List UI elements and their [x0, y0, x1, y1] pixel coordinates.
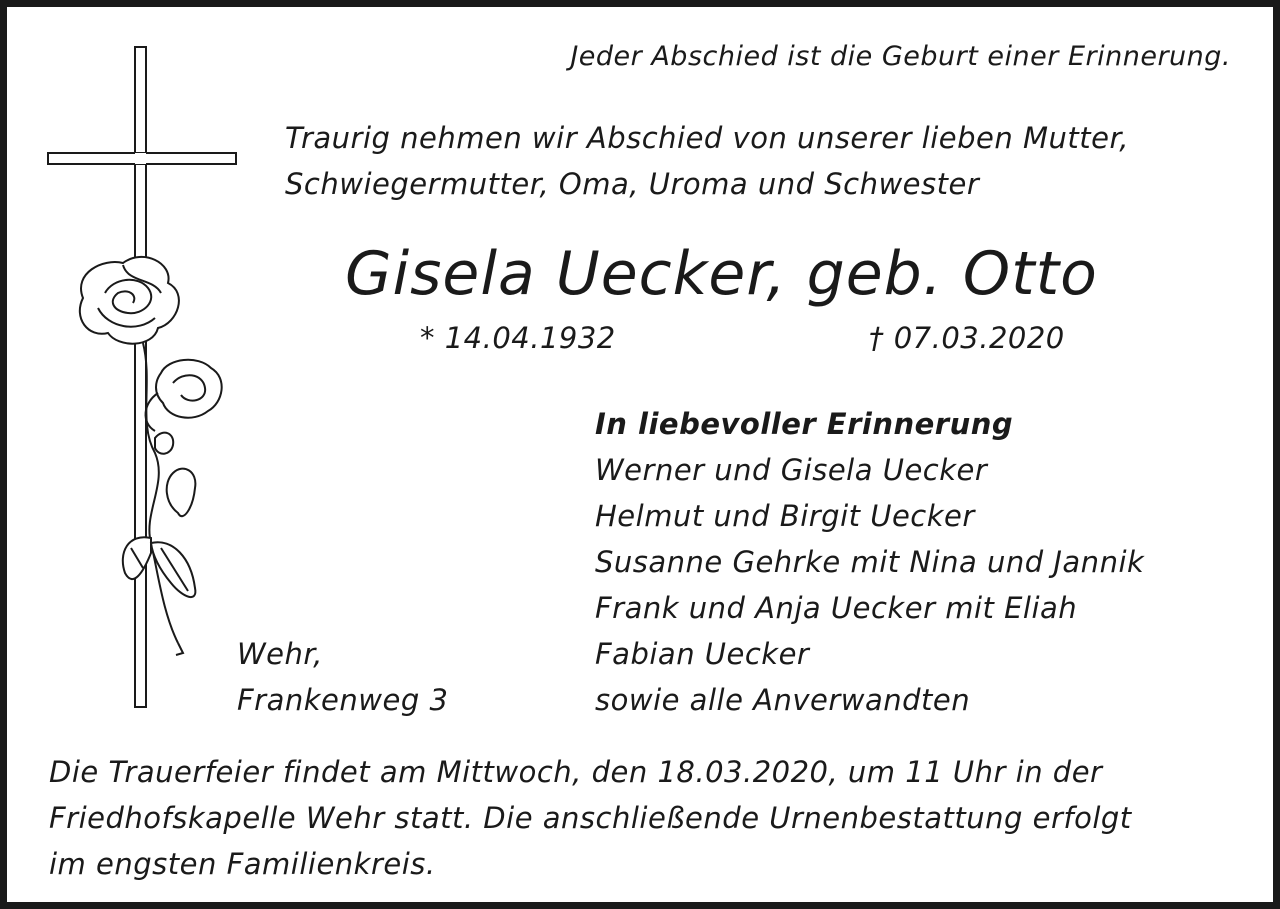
mourners-heading: In liebevoller Erinnerung	[595, 407, 1014, 441]
notice-line: Die Trauerfeier findet am Mittwoch, den 18.03.2020, um 11 Uhr in der	[49, 755, 1103, 789]
intro-line: Schwiegermutter, Oma, Uroma und Schwester	[285, 167, 980, 201]
address-city: Wehr,	[237, 637, 323, 671]
address-street: Frankenweg 3	[237, 683, 449, 717]
notice-line: im engsten Familienkreis.	[49, 847, 436, 881]
address-block	[237, 631, 448, 723]
mourner-entry: Werner und Gisela Uecker	[595, 453, 988, 487]
mourner-entry: Fabian Uecker	[595, 637, 810, 671]
mourners-list	[595, 401, 1144, 723]
mourner-entry: Frank und Anja Uecker mit Eliah	[595, 591, 1078, 625]
quote-line: Jeder Abschied ist die Geburt einer Erinnerung.	[570, 41, 1231, 72]
intro-line: Traurig nehmen wir Abschied von unserer lieben Mutter,	[285, 121, 1129, 155]
death-date: † 07.03.2020	[869, 321, 1065, 355]
intro-text	[285, 115, 1129, 207]
mourner-entry: Helmut und Birgit Uecker	[595, 499, 975, 533]
deceased-name: Gisela Uecker, geb. Otto	[345, 239, 1098, 309]
notice-line: Friedhofskapelle Wehr statt. Die anschließende Urnenbestattung erfolgt	[49, 801, 1132, 835]
mourner-entry: Susanne Gehrke mit Nina und Jannik	[595, 545, 1145, 579]
cross-with-roses-icon	[43, 43, 243, 713]
funeral-notice	[49, 749, 1132, 887]
mourner-entry: sowie alle Anverwandten	[595, 683, 971, 717]
birth-date: * 14.04.1932	[420, 321, 616, 355]
